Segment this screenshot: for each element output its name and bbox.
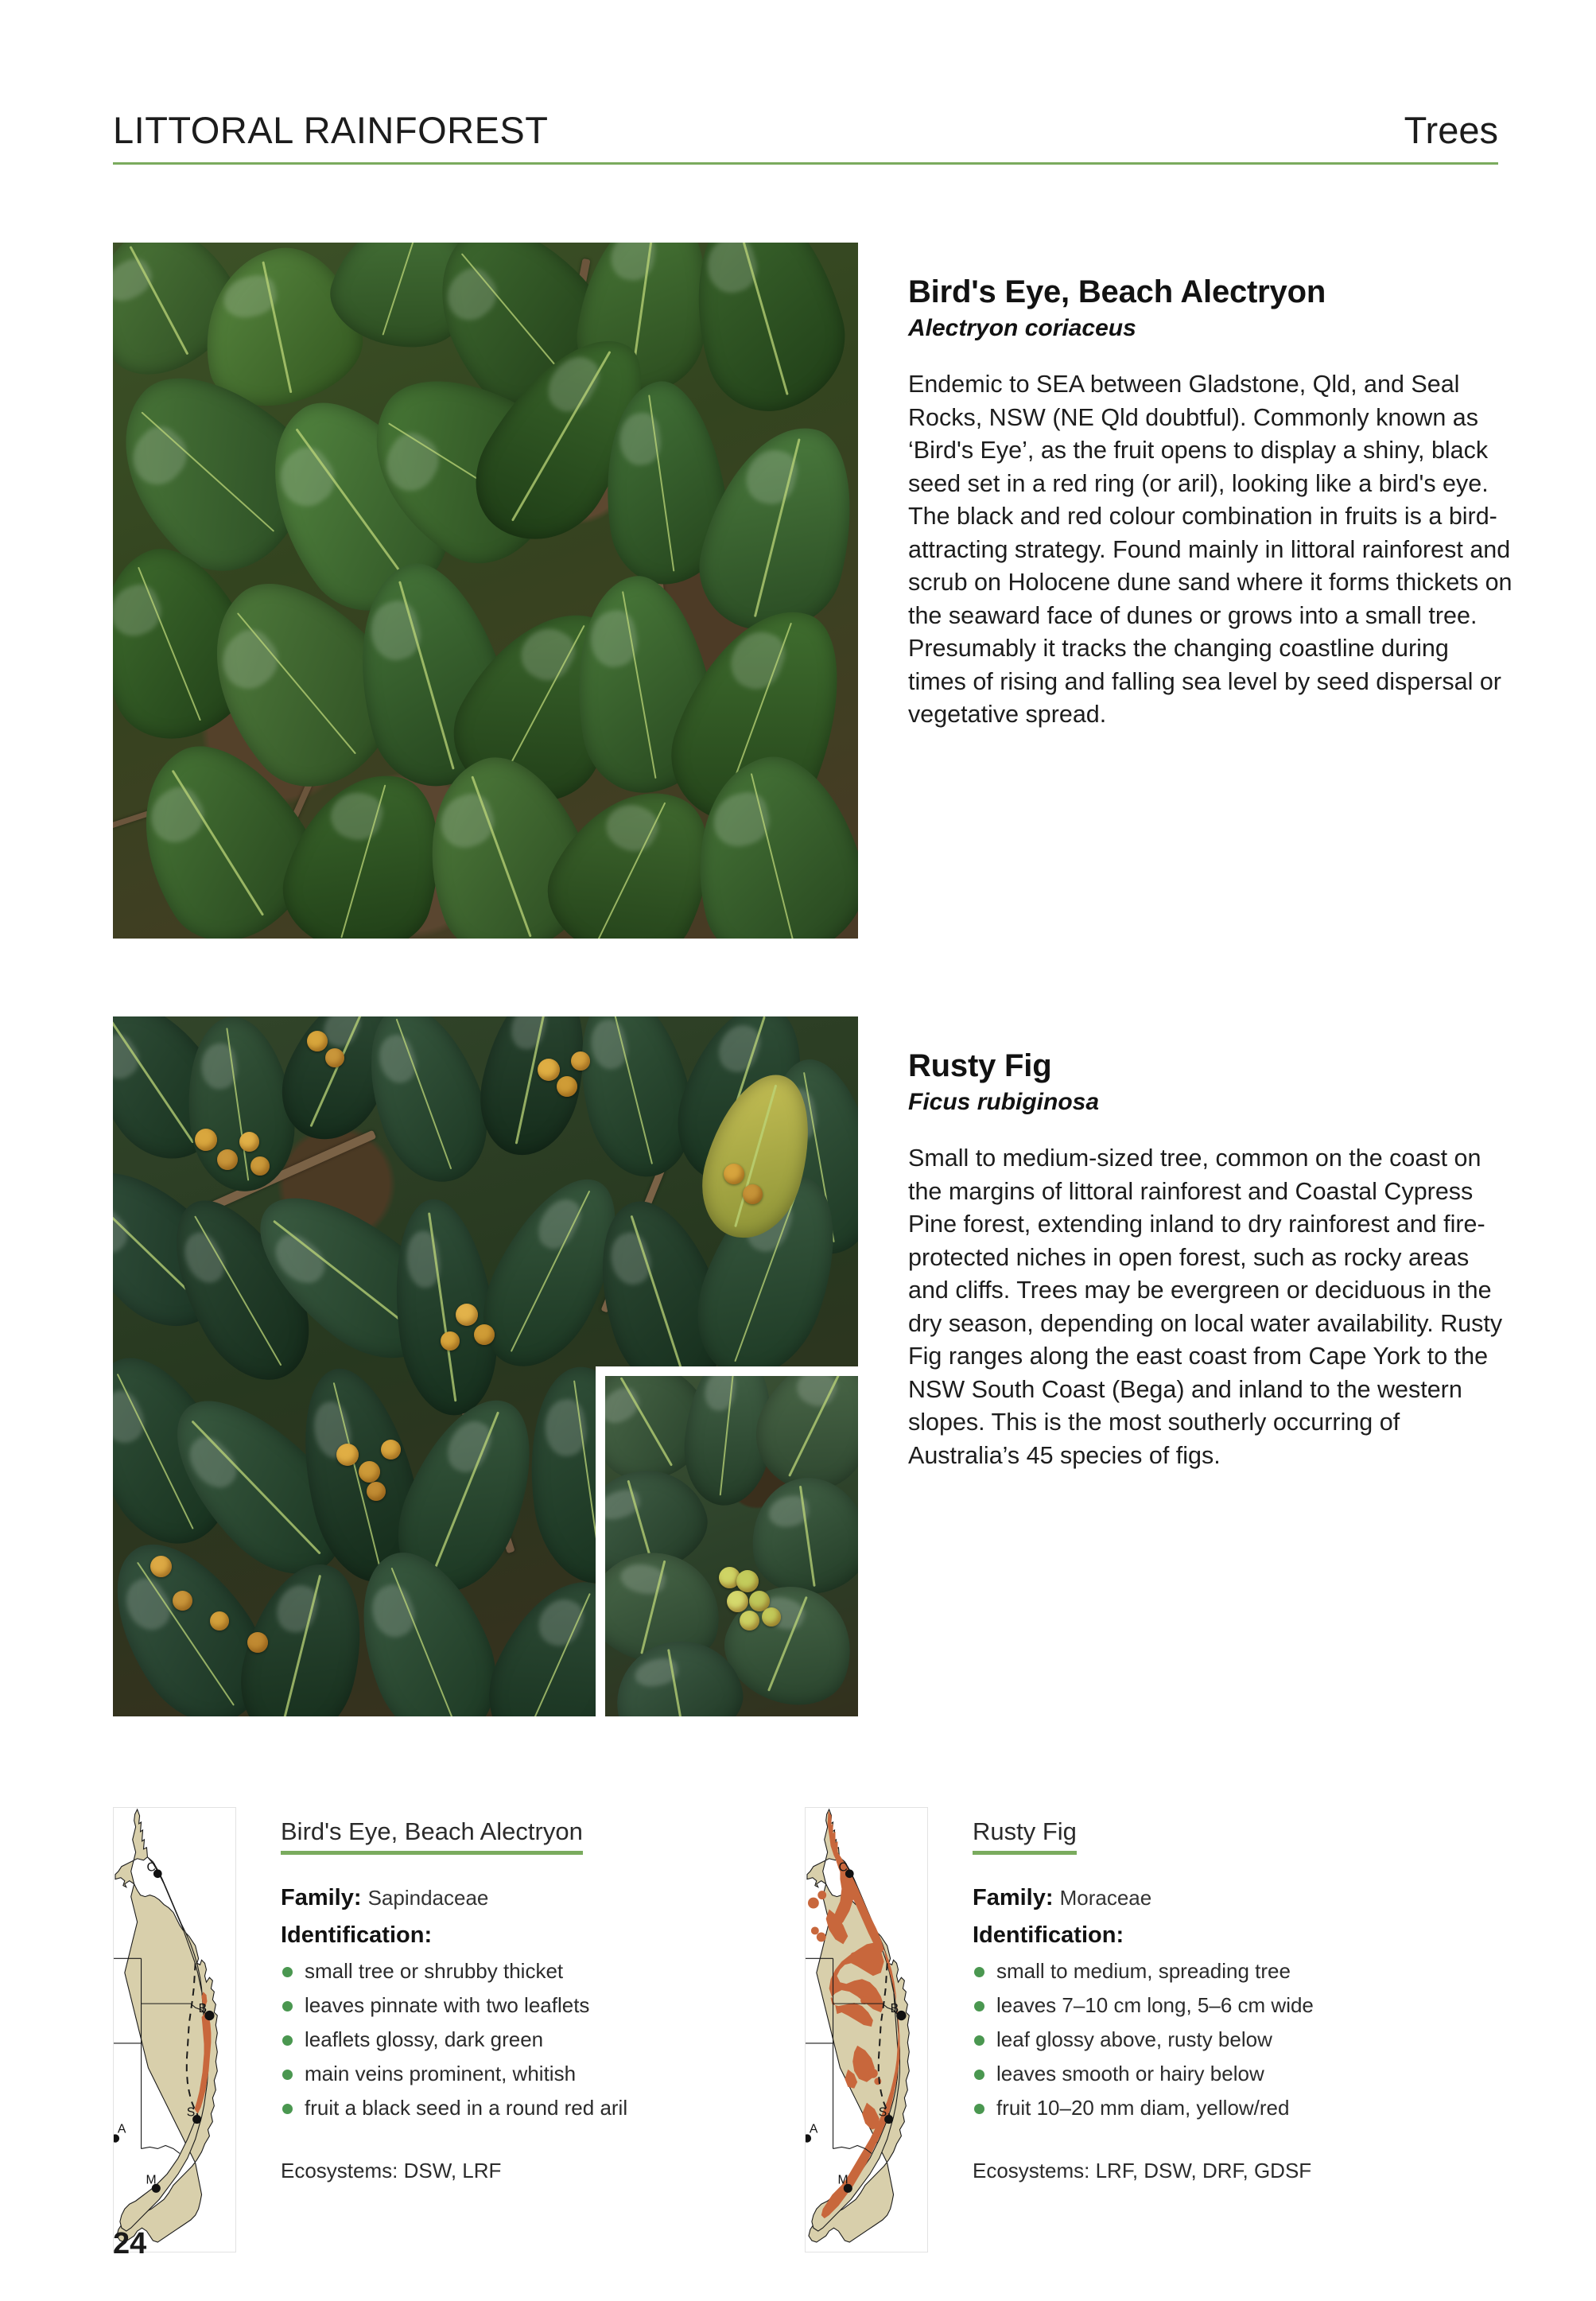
fig-fruit	[247, 1632, 268, 1653]
fig-fruit	[359, 1461, 380, 1483]
list-item: small to medium, spreading tree	[973, 1954, 1497, 1988]
identification-list	[281, 1954, 805, 2125]
family-value: Moraceae	[1059, 1886, 1152, 1910]
city-label-brisbane: B	[198, 2002, 208, 2016]
info-panel-rusty-fig	[928, 1807, 1497, 2252]
header-category-title: Trees	[1404, 109, 1498, 151]
info-title-rule	[973, 1851, 1077, 1855]
fig-fruit	[325, 1048, 344, 1067]
list-item: leaf glossy above, rusty below	[973, 2023, 1497, 2057]
fig-fruit	[173, 1591, 192, 1611]
map-svg	[114, 1808, 235, 2252]
species-common-name: Rusty Fig	[908, 1048, 1052, 1083]
fig-fruit	[307, 1031, 328, 1051]
fig-fruit-green	[736, 1570, 759, 1592]
info-title-block	[281, 1818, 583, 1855]
list-item: leaves 7–10 cm long, 5–6 cm wide	[973, 1988, 1497, 2023]
list-item: fruit a black seed in a round red aril	[281, 2091, 805, 2125]
leaf	[468, 1016, 600, 1164]
city-label-adelaide: A	[809, 2122, 818, 2136]
species-description: Small to medium-sized tree, common on the coast on the margins of littoral rainforest and Coastal Cypress Pine forest, extending inland to dry rainforest and fire-protected niches in open forest, such as rocky areas and cliffs. Trees may be evergreen or deciduous in the dry season, depending on local water availability. Rusty Fig ranges along the east coast from Cape York to the NSW South Coast (Bega) and inland to the western slopes. This is the most southerly occurring of Australia’s 45 species of figs.	[908, 1145, 1503, 1469]
list-item: main veins prominent, whitish	[281, 2057, 805, 2091]
distribution-column-rusty-fig	[805, 1807, 1497, 2252]
ecosystems-line: Ecosystems: DSW, LRF	[281, 2159, 502, 2183]
list-item: fruit 10–20 mm diam, yellow/red	[973, 2091, 1497, 2125]
fig-fruit	[557, 1076, 577, 1097]
fig-fruit-green	[762, 1607, 781, 1627]
fig-fruit	[743, 1184, 763, 1204]
info-panel-title: Bird's Eye, Beach Alectryon	[281, 1817, 583, 1845]
fig-fruit-green	[727, 1591, 748, 1612]
species-description: Endemic to SEA between Gladstone, Qld, and Seal Rocks, NSW (NE Qld doubtful). Commonly known as ‘Bird's Eye’, as the fruit opens to display a shiny, black seed set in a red ring (or aril), looking like a bird's eye. The black and red colour combination in fruits is a bird-attracting strategy. Found mainly in littoral rainforest and scrub on Holocene dune sand where it forms thickets on the seaward face of dunes or grows into a small tree. Presumably it tracks the changing coastline during times of rising and falling sea level by seed dispersal or vegetative spread.	[908, 371, 1513, 729]
list-item: leaves smooth or hairy below	[973, 2057, 1497, 2091]
city-label-cairns: C	[146, 1860, 156, 1875]
city-label-adelaide: A	[117, 2122, 126, 2136]
distribution-map-rusty-fig	[805, 1807, 928, 2252]
article-alectryon	[908, 274, 1513, 732]
fig-fruit	[538, 1059, 560, 1081]
fig-fruit	[456, 1304, 478, 1326]
map-svg	[806, 1808, 927, 2252]
family-label: Family:	[281, 1885, 362, 1911]
city-label-melbourne: M	[837, 2173, 848, 2187]
list-item: small tree or shrubby thicket	[281, 1954, 805, 1988]
city-label-brisbane: B	[890, 2002, 899, 2016]
distribution-column-alectryon	[113, 1807, 805, 2252]
list-item: leaflets glossy, dark green	[281, 2023, 805, 2057]
fig-fruit	[724, 1164, 744, 1184]
header-row	[113, 111, 1498, 149]
species-scientific-name: Alectryon coriaceus	[908, 314, 1136, 341]
article-rusty-fig	[908, 1048, 1513, 1472]
fig-fruit	[195, 1129, 217, 1151]
species-scientific-name: Ficus rubiginosa	[908, 1088, 1100, 1115]
family-label: Family:	[973, 1885, 1054, 1911]
fig-fruit	[210, 1611, 229, 1631]
info-title-rule	[281, 1851, 583, 1855]
photo-alectryon-coriaceus	[113, 243, 858, 939]
photo-inset-fig-detail	[596, 1366, 858, 1716]
fig-fruit	[150, 1556, 172, 1577]
fig-fruit	[367, 1482, 386, 1501]
city-label-sydney: S	[878, 2105, 887, 2120]
city-label-cairns: C	[838, 1860, 848, 1875]
page-header	[113, 111, 1498, 165]
fig-fruit	[336, 1444, 359, 1466]
identification-label: Identification:	[281, 1922, 433, 1949]
city-label-sydney: S	[186, 2105, 196, 2120]
ecosystems-line: Ecosystems: LRF, DSW, DRF, GDSF	[973, 2159, 1312, 2183]
inset-leaf-canvas	[605, 1376, 858, 1716]
identification-label: Identification:	[973, 1922, 1124, 1949]
photo-leaf-canvas	[113, 1016, 858, 1716]
info-panel-title: Rusty Fig	[973, 1817, 1077, 1845]
distribution-map-alectryon	[113, 1807, 236, 2252]
photo-leaf-canvas	[113, 243, 858, 939]
family-row	[281, 1883, 805, 1912]
distribution-section	[113, 1807, 1498, 2252]
page-number: 24	[113, 2227, 147, 2260]
species-common-name: Bird's Eye, Beach Alectryon	[908, 274, 1326, 309]
city-label-melbourne: M	[146, 2173, 157, 2187]
family-value: Sapindaceae	[367, 1886, 489, 1910]
info-panel-alectryon	[236, 1807, 805, 2252]
header-rule	[113, 162, 1498, 165]
leaf	[744, 1471, 858, 1601]
family-row	[973, 1883, 1497, 1912]
fig-fruit-green	[740, 1611, 759, 1631]
header-section-title: LITTORAL RAINFOREST	[113, 109, 549, 151]
photo-ficus-rubiginosa	[113, 1016, 858, 1716]
list-item: leaves pinnate with two leaflets	[281, 1988, 805, 2023]
identification-list	[973, 1954, 1497, 2125]
info-title-block	[973, 1818, 1077, 1855]
